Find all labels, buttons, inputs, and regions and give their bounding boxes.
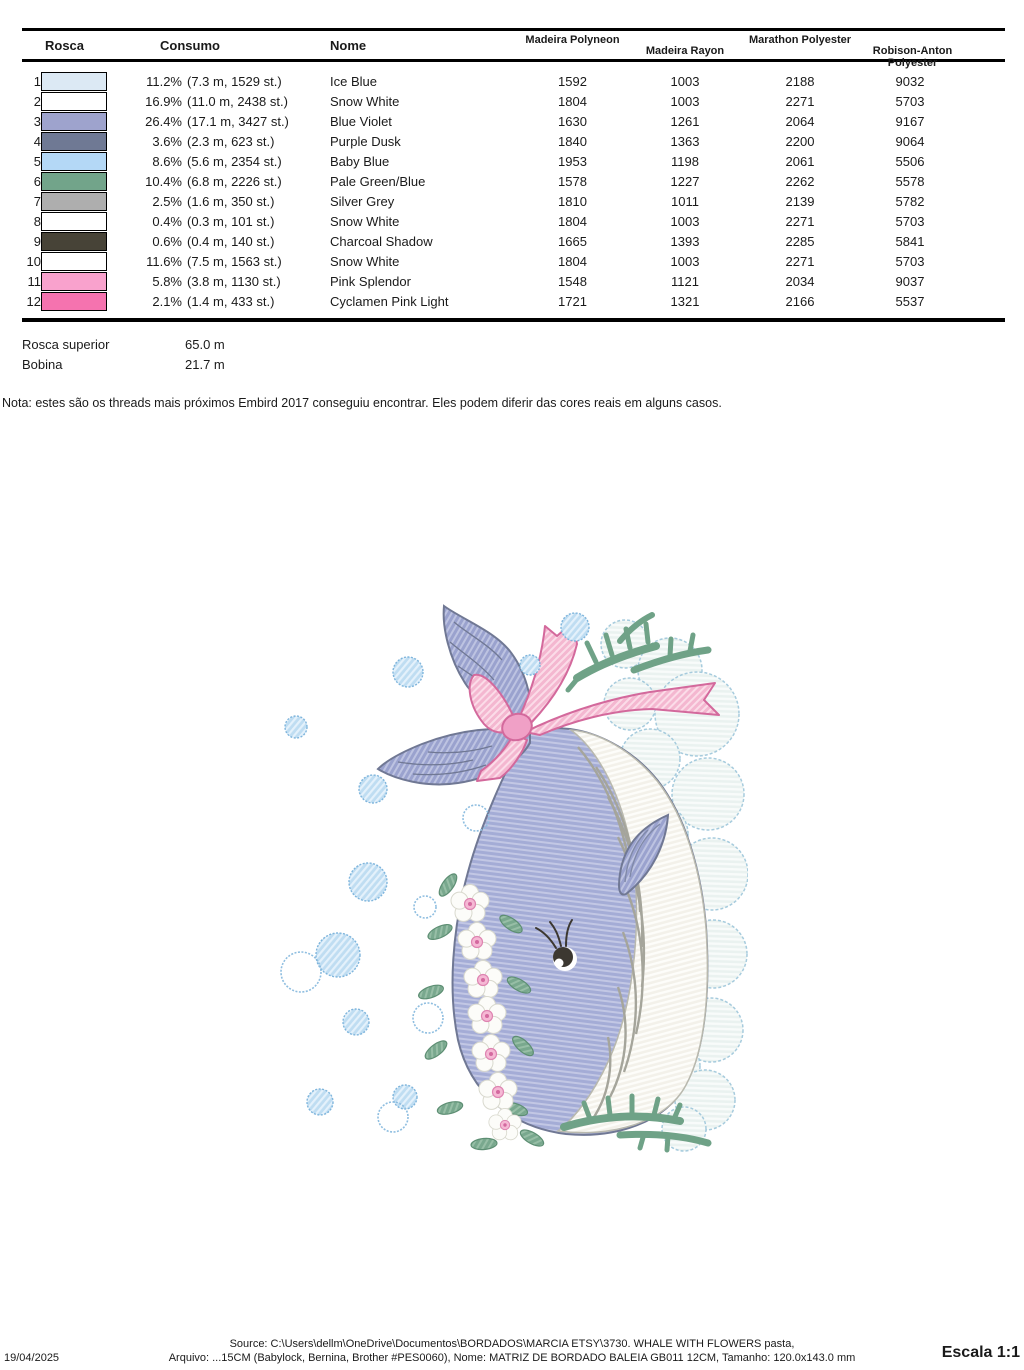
thread-consumption: 11.6% (7.5 m, 1563 st.) [146,253,282,269]
marathon-polyester-code: 2166 [785,293,815,309]
thread-color-swatch [41,272,107,291]
thread-color-swatch [41,152,107,171]
col-header-marathon-polyester: Marathon Polyester [748,34,852,46]
thread-row [22,251,1005,271]
thread-row [22,191,1005,211]
thread-color-swatch [41,72,107,91]
footer-source-path: Source: C:\Users\dellm\OneDrive\Documentos\BORDADOS\MARCIA ETSY\3730. WHALE WITH FLOWERS pasta, [229,1338,795,1350]
marathon-polyester-code: 2271 [785,253,815,269]
table-header [22,28,1005,69]
marathon-polyester-code: 2064 [785,113,815,129]
robison-anton-code: 5578 [895,173,925,189]
thread-name: Pink Splendor [330,273,411,289]
thread-number: 1 [33,73,41,89]
thread-number: 10 [26,253,41,269]
madeira-polyneon-code: 1810 [558,193,587,209]
madeira-polyneon-code: 1804 [558,213,587,229]
madeira-polyneon-code: 1804 [558,93,587,109]
thread-row [22,291,1005,311]
rosca-superior-value: 65.0 m [185,336,225,352]
robison-anton-code: 9064 [895,133,925,149]
robison-anton-code: 5703 [895,213,925,229]
thread-name: Pale Green/Blue [330,173,426,189]
thread-consumption: 5.8% (3.8 m, 1130 st.) [152,273,281,289]
robison-anton-code: 5537 [895,293,925,309]
thread-color-swatch [41,292,107,311]
madeira-rayon-code: 1321 [670,293,700,309]
col-header-madeira-rayon: Madeira Rayon [645,45,725,57]
footer-date: 19/04/2025 [4,1352,60,1364]
madeira-rayon-code: 1003 [670,93,700,109]
thread-number: 12 [26,293,41,309]
marathon-polyester-code: 2188 [785,73,815,89]
threads-note: Nota: estes são os threads mais próximos Embird 2017 conseguiu encontrar. Eles podem diferir das cores reais em alguns casos. [2,396,722,410]
madeira-rayon-code: 1003 [670,213,700,229]
thread-name: Baby Blue [330,153,390,169]
col-header-nome: Nome [330,37,367,53]
thread-consumption: 26.4% (17.1 m, 3427 st.) [145,113,289,129]
col-header-consumo: Consumo [160,37,220,53]
footer-scale: Escala 1:1 [941,1344,1020,1361]
robison-anton-code: 9032 [895,73,925,89]
thread-row [22,131,1005,151]
madeira-rayon-code: 1198 [671,153,699,169]
thread-name: Snow White [330,93,400,109]
thread-row [22,71,1005,91]
marathon-polyester-code: 2285 [785,233,815,249]
madeira-polyneon-code: 1840 [558,133,587,149]
marathon-polyester-code: 2061 [785,153,815,169]
thread-color-swatch [41,92,107,111]
col-header-rosca: Rosca [45,37,85,53]
thread-name: Snow White [330,213,400,229]
marathon-polyester-code: 2262 [785,173,815,189]
madeira-rayon-code: 1003 [670,253,700,269]
thread-number: 11 [27,273,41,289]
thread-name: Ice Blue [330,73,377,89]
thread-name: Charcoal Shadow [330,233,433,249]
robison-anton-code: 5782 [895,193,925,209]
thread-consumption: 8.6% (5.6 m, 2354 st.) [152,153,282,169]
marathon-polyester-code: 2139 [785,193,815,209]
thread-number: 4 [33,133,41,149]
thread-number: 3 [33,113,41,129]
madeira-polyneon-code: 1630 [558,113,587,129]
madeira-polyneon-code: 1578 [558,173,587,189]
thread-table [22,28,1005,322]
thread-number: 2 [33,93,41,109]
thread-consumption: 11.2% (7.3 m, 1529 st.) [146,73,282,89]
thread-number: 5 [33,153,41,169]
thread-usage-summary [22,334,225,374]
madeira-rayon-code: 1003 [670,73,700,89]
madeira-rayon-code: 1261 [670,113,700,129]
marathon-polyester-code: 2200 [785,133,815,149]
thread-row [22,231,1005,251]
thread-name: Silver Grey [330,193,395,209]
bobina-value: 21.7 m [185,356,225,372]
thread-consumption: 10.4% (6.8 m, 2226 st.) [145,173,282,189]
thread-color-swatch [41,112,107,131]
thread-row [22,211,1005,231]
robison-anton-code: 9167 [895,113,925,129]
madeira-polyneon-code: 1665 [558,233,587,249]
thread-consumption: 16.9% (11.0 m, 2438 st.) [145,93,288,109]
thread-row [22,151,1005,171]
robison-anton-code: 5506 [895,153,925,169]
col-header-robison-anton: Robison-Anton Polyester [872,45,953,69]
bobina-label: Bobina [22,356,63,372]
madeira-polyneon-code: 1548 [558,273,587,289]
embroidery-design-whale-with-flowers [278,582,748,1162]
madeira-rayon-code: 1011 [671,193,699,209]
thread-name: Cyclamen Pink Light [330,293,449,309]
rosca-superior-label: Rosca superior [22,336,110,352]
thread-color-swatch [41,192,107,211]
marathon-polyester-code: 2271 [785,213,815,229]
madeira-polyneon-code: 1953 [558,153,587,169]
robison-anton-code: 5703 [895,253,925,269]
thread-name: Blue Violet [330,113,392,129]
thread-color-swatch [41,212,107,231]
thread-name: Snow White [330,253,400,269]
madeira-polyneon-code: 1804 [558,253,587,269]
robison-anton-code: 5841 [895,233,925,249]
thread-consumption: 2.1% (1.4 m, 433 st.) [152,293,275,309]
thread-color-swatch [41,132,107,151]
madeira-rayon-code: 1121 [671,273,699,289]
thread-consumption: 3.6% (2.3 m, 623 st.) [152,133,275,149]
robison-anton-code: 5703 [895,93,925,109]
marathon-polyester-code: 2034 [785,273,815,289]
madeira-polyneon-code: 1592 [558,73,587,89]
thread-number: 7 [33,193,41,209]
thread-number: 6 [33,173,41,189]
thread-row [22,171,1005,191]
thread-name: Purple Dusk [330,133,401,149]
thread-color-swatch [41,232,107,251]
robison-anton-code: 9037 [895,273,925,289]
madeira-rayon-code: 1363 [670,133,700,149]
thread-row [22,271,1005,291]
thread-number: 9 [33,233,41,249]
thread-consumption: 0.6% (0.4 m, 140 st.) [152,233,275,249]
madeira-rayon-code: 1227 [670,173,700,189]
marathon-polyester-code: 2271 [785,93,815,109]
thread-color-swatch [41,172,107,191]
thread-number: 8 [33,213,41,229]
footer-file-info: Arquivo: ...15CM (Babylock, Bernina, Brother #PES0060), Nome: MATRIZ DE BORDADO BALEIA GB011 12CM, Tamanho: 120.0x143.0 mm [168,1352,856,1364]
thread-consumption: 0.4% (0.3 m, 101 st.) [152,213,275,229]
thread-color-swatch [41,252,107,271]
col-header-madeira-polyneon: Madeira Polyneon [525,34,620,46]
madeira-polyneon-code: 1721 [558,293,587,309]
thread-row [22,111,1005,131]
madeira-rayon-code: 1393 [670,233,700,249]
thread-row [22,91,1005,111]
table-body [22,62,1005,322]
thread-consumption: 2.5% (1.6 m, 350 st.) [152,193,275,209]
